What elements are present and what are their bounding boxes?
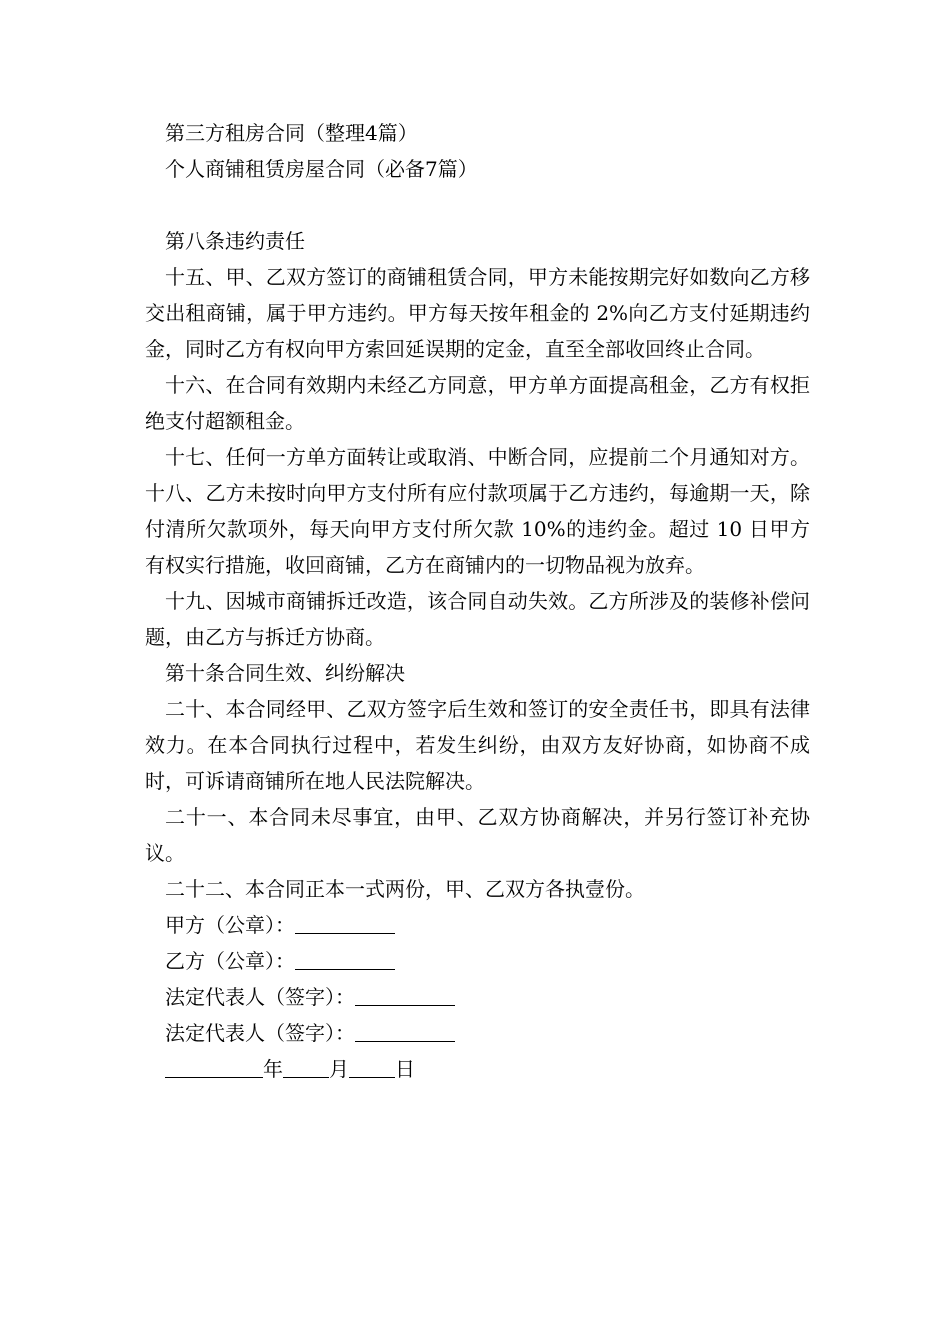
month-blank[interactable] [283, 1057, 329, 1078]
year-label: 年 [263, 1057, 283, 1081]
article-8-heading: 第八条违约责任 [165, 229, 305, 253]
clause-19: 十九、因城市商铺拆迁改造，该合同自动失效。乙方所涉及的装修补偿问题，由乙方与拆迁方协商。 [145, 589, 810, 649]
rep-b-blank[interactable] [355, 1021, 455, 1042]
party-b-blank[interactable] [295, 949, 395, 970]
related-link-2[interactable]: 个人商铺租赁房屋合同（必备7篇） [165, 157, 478, 181]
clause-17-18: 十七、任何一方单方面转让或取消、中断合同，应提前二个月通知对方。十八、乙方未按时向甲方支付所有应付款项属于乙方违约，每逾期一天，除付清所欠款项外，每天向甲方支付所欠款 10%的违约金。超过 10 日甲方有权实行措施，收回商铺，乙方在商铺内的一切物品视为放弃。 [145, 445, 810, 577]
month-label: 月 [329, 1057, 349, 1081]
day-label: 日 [395, 1057, 415, 1081]
rep-a-blank[interactable] [355, 985, 455, 1006]
document-body [145, 115, 810, 1087]
clause-16: 十六、在合同有效期内未经乙方同意，甲方单方面提高租金，乙方有权拒绝支付超额租金。 [145, 373, 810, 433]
spacer [145, 187, 810, 223]
day-blank[interactable] [349, 1057, 395, 1078]
party-a-signature-line [145, 907, 810, 943]
party-a-blank[interactable] [295, 913, 395, 934]
clause-21: 二十一、本合同未尽事宜，由甲、乙双方协商解决，并另行签订补充协议。 [145, 805, 810, 865]
clause-22: 二十二、本合同正本一式两份，甲、乙双方各执壹份。 [165, 877, 645, 901]
party-b-signature-line [145, 943, 810, 979]
rep-b-signature-line [145, 1015, 810, 1051]
party-a-label: 甲方（公章）： [165, 913, 295, 937]
rep-b-label: 法定代表人（签字）： [165, 1021, 355, 1045]
rep-a-signature-line [145, 979, 810, 1015]
related-link-1[interactable]: 第三方租房合同（整理4篇） [165, 121, 418, 145]
clause-15: 十五、甲、乙双方签订的商铺租赁合同，甲方未能按期完好如数向乙方移交出租商铺，属于甲方违约。甲方每天按年租金的 2%向乙方支付延期违约金，同时乙方有权向甲方索回延误期的定金，直至全部收回终止合同。 [145, 265, 810, 361]
party-b-label: 乙方（公章）： [165, 949, 295, 973]
rep-a-label: 法定代表人（签字）： [165, 985, 355, 1009]
article-10-heading: 第十条合同生效、纠纷解决 [165, 661, 405, 685]
year-blank[interactable] [165, 1057, 263, 1078]
clause-20: 二十、本合同经甲、乙双方签字后生效和签订的安全责任书，即具有法律效力。在本合同执行过程中，若发生纠纷，由双方友好协商，如协商不成时，可诉请商铺所在地人民法院解决。 [145, 697, 810, 793]
date-line [145, 1051, 810, 1087]
